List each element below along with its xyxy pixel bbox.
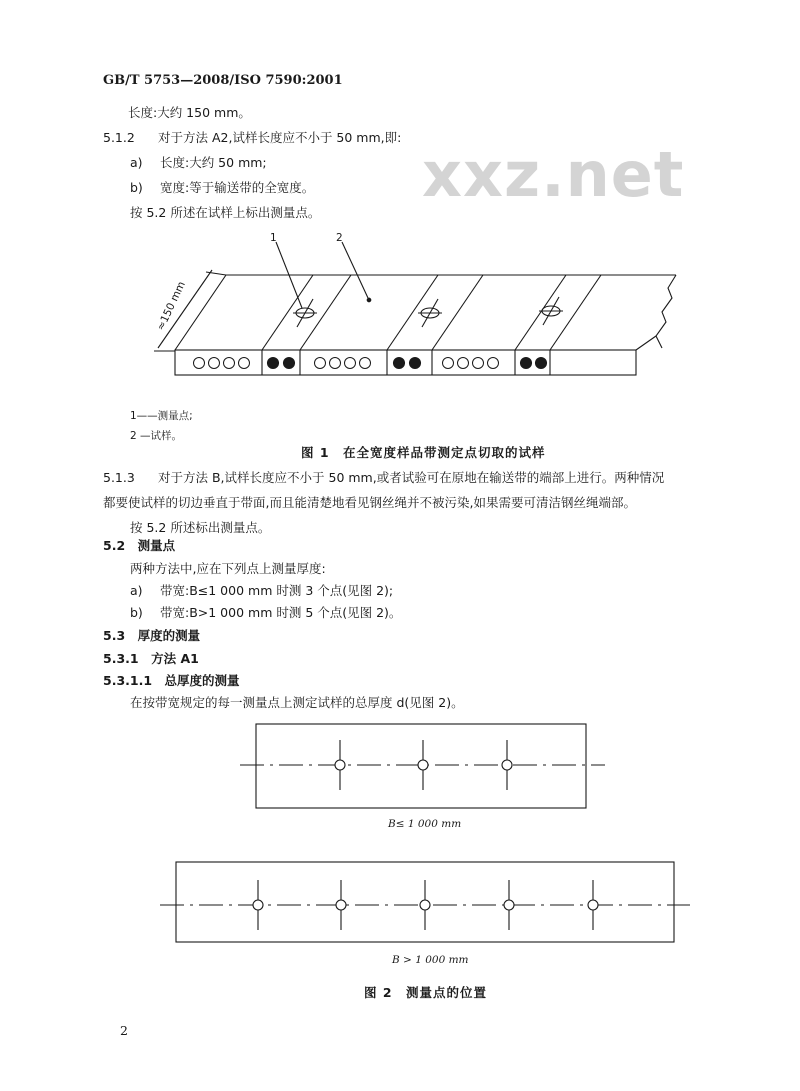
figure1-caption: 图 1 在全宽度样品带测定点切取的试样 <box>301 445 546 460</box>
figure1-label-2: 2 <box>336 232 343 244</box>
figure2-label-bottom: B > 1 000 mm <box>392 954 469 966</box>
section-52-item-a: 带宽:B≤1 000 mm 时测 3 个点(见图 2); <box>160 583 394 598</box>
figure1-dimension-label: ≈150 mm <box>154 279 188 333</box>
section-512-number: 5.1.2 <box>103 130 135 145</box>
page-number: 2 <box>120 1023 128 1038</box>
section-513-text-line2: 都要使试样的切边垂直于带面,而且能清楚地看见钢丝绳并不被污染,如果需要可清洁钢丝绳端部。 <box>103 495 636 510</box>
item-a-mark: a) <box>130 155 143 170</box>
figure1-legend-2: 2 —试样。 <box>130 430 183 442</box>
section-52-heading: 5.2 测量点 <box>103 538 176 553</box>
item-a-text: 长度:大约 50 mm; <box>160 155 267 170</box>
figure1-label-1: 1 <box>270 232 277 244</box>
section-52-item-a-mark: a) <box>130 583 143 598</box>
section-512-text: 对于方法 A2,试样长度应不小于 50 mm,即: <box>158 130 402 145</box>
section-513-number: 5.1.3 <box>103 470 135 485</box>
mark-note-513: 按 5.2 所述标出测量点。 <box>130 520 271 535</box>
section-52-item-b: 带宽:B>1 000 mm 时测 5 个点(见图 2)。 <box>160 605 402 620</box>
figure1-legend-1: 1——测量点; <box>130 410 193 422</box>
section-5311-text: 在按带宽规定的每一测量点上测定试样的总厚度 d(见图 2)。 <box>130 695 464 710</box>
section-513-text-line1: 对于方法 B,试样长度应不小于 50 mm,或者试验可在原地在输送带的端部上进行。两种情况 <box>158 470 665 485</box>
length-line: 长度:大约 150 mm。 <box>128 105 251 120</box>
section-52-text: 两种方法中,应在下列点上测量厚度: <box>130 561 326 576</box>
section-5311-heading: 5.3.1.1 总厚度的测量 <box>103 673 240 688</box>
section-52-item-b-mark: b) <box>130 605 143 620</box>
item-b-text: 宽度:等于输送带的全宽度。 <box>160 180 315 195</box>
mark-note-512: 按 5.2 所述在试样上标出测量点。 <box>130 205 321 220</box>
figure2-label-top: B≤ 1 000 mm <box>388 818 462 830</box>
figure2-caption: 图 2 测量点的位置 <box>364 985 488 1000</box>
item-b-mark: b) <box>130 180 143 195</box>
watermark: xxz.net <box>422 138 685 211</box>
section-531-heading: 5.3.1 方法 A1 <box>103 651 199 666</box>
section-53-heading: 5.3 厚度的测量 <box>103 628 201 643</box>
standard-number: GB/T 5753—2008/ISO 7590:2001 <box>103 73 343 88</box>
